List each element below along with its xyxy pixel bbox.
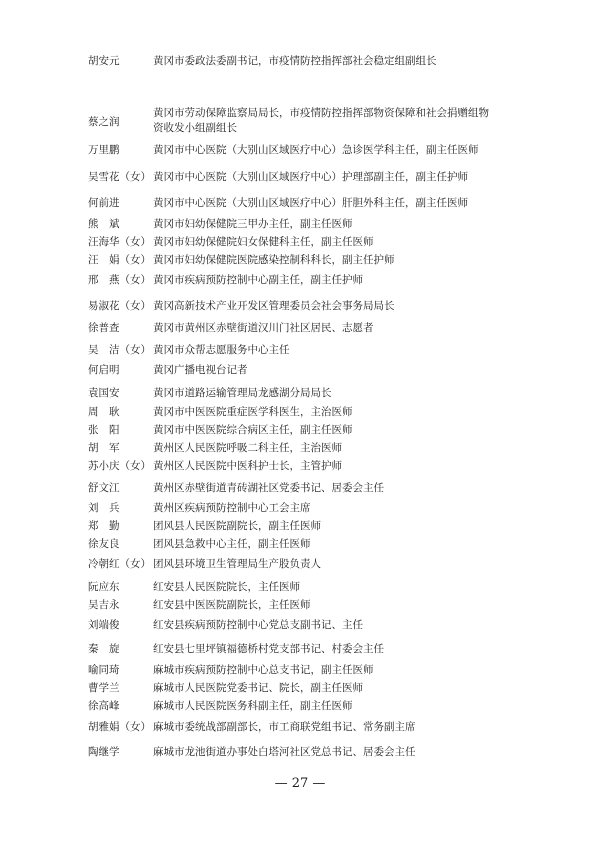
person-description: 黄冈市中医医院综合病区主任，副主任医师	[153, 424, 353, 436]
person-name: 何启明	[88, 364, 120, 376]
person-description: 黄冈市黄州区赤壁街道汉川门社区居民、志愿者	[153, 322, 374, 334]
person-description: 红安县人民医院院长，主任医师	[153, 581, 300, 593]
person-name: 邢 燕（女）	[88, 274, 151, 286]
person-name: 郑 勤	[88, 520, 120, 532]
person-name: 胡安元	[88, 55, 120, 67]
person-name: 万里鹏	[88, 144, 120, 156]
person-description: 黄州区人民医院呼吸二科主任，主治医师	[153, 442, 342, 454]
person-description: 红安县中医医院副院长，主任医师	[153, 599, 311, 611]
person-description: 黄冈市妇幼保健院妇女保健科主任，副主任医师	[153, 236, 374, 248]
person-name: 曹学兰	[88, 682, 120, 694]
person-name: 胡雅娟（女）	[88, 721, 151, 733]
person-description: 红安县七里坪镇福德桥村党支部书记、村委会主任	[153, 643, 384, 655]
person-description: 麻城市龙池街道办事处白塔河社区党总书记、居委会主任	[153, 746, 416, 758]
person-description: 黄州区疾病预防控制中心工会主席	[153, 502, 311, 514]
person-description: 黄州区赤壁街道青砖湖社区党委书记、居委会主任	[153, 482, 384, 494]
person-name: 喻同琦	[88, 664, 120, 676]
person-description: 麻城市人民医院党委书记、院长，副主任医师	[153, 682, 363, 694]
person-description: 黄冈市委政法委副书记，市疫情防控指挥部社会稳定组副组长	[153, 55, 437, 67]
person-description: 黄冈市妇幼保健院医院感染控制科科长，副主任护师	[153, 254, 395, 266]
person-description: 黄冈高新技术产业开发区管理委员会社会事务局局长	[153, 300, 395, 312]
person-name: 胡 军	[88, 442, 120, 454]
person-description: 黄冈市疾病预防控制中心副主任，副主任护师	[153, 274, 363, 286]
person-name: 熊 斌	[88, 218, 120, 230]
person-description: 黄冈市中医医院重症医学科医生，主治医师	[153, 406, 353, 418]
person-name: 阮应东	[88, 581, 120, 593]
person-name: 刘端俊	[88, 619, 120, 631]
person-description: 麻城市人民医院医务科副主任，副主任医师	[153, 700, 353, 712]
person-name: 徐高峰	[88, 700, 120, 712]
person-name: 汪 娟（女）	[88, 254, 151, 266]
person-name: 冷朝红（女）	[88, 558, 151, 570]
person-description: 黄冈市中心医院（大别山区域医疗中心）急诊医学科主任，副主任医师	[153, 144, 479, 156]
person-description: 红安县疾病预防控制中心党总支副书记、主任	[153, 619, 363, 631]
person-name: 陶继学	[88, 746, 120, 758]
person-description: 黄冈市中心医院（大别山区域医疗中心）肝胆外科主任，副主任医师	[153, 197, 468, 209]
person-name: 舒文江	[88, 482, 120, 494]
person-name: 徐友良	[88, 538, 120, 550]
person-name: 秦 旋	[88, 643, 120, 655]
person-name: 刘 兵	[88, 502, 120, 514]
person-name: 汪海华（女）	[88, 236, 151, 248]
person-description: 黄冈市众帮志愿服务中心主任	[153, 344, 290, 356]
person-name: 吴雪花（女）	[88, 171, 151, 183]
person-name: 苏小庆（女）	[88, 460, 151, 472]
person-description: 黄冈广播电视台记者	[153, 364, 248, 376]
page-number: — 27 —	[274, 776, 326, 791]
person-description: 黄冈市劳动保障监察局局长，市疫情防控指挥部物资保障和社会捐赠组物资收发小组副组长	[153, 107, 489, 134]
person-description: 麻城市疾病预防控制中心总支书记，副主任医师	[153, 664, 374, 676]
person-description: 团风县急救中心主任，副主任医师	[153, 538, 311, 550]
person-description: 黄冈市妇幼保健院三甲办主任，副主任医师	[153, 218, 353, 230]
person-name: 易淑花（女）	[88, 300, 151, 312]
person-description: 团风县环境卫生管理局生产股负责人	[153, 558, 321, 570]
person-name: 张 阳	[88, 424, 120, 436]
person-name: 何前进	[88, 197, 120, 209]
person-name: 周 耿	[88, 406, 120, 418]
person-name: 蔡之润	[88, 116, 120, 128]
person-description: 麻城市委统战部副部长，市工商联党组书记、常务副主席	[153, 721, 416, 733]
person-description: 团风县人民医院副院长，副主任医师	[153, 520, 321, 532]
person-name: 吴 洁（女）	[88, 344, 151, 356]
person-description: 黄冈市中心医院（大别山区域医疗中心）护理部副主任，副主任护师	[153, 171, 468, 183]
person-description: 黄州区人民医院中医科护士长，主管护师	[153, 460, 342, 472]
person-name: 吴吉永	[88, 599, 120, 611]
person-description: 黄冈市道路运输管理局龙感湖分局局长	[153, 387, 332, 399]
person-name: 袁国安	[88, 387, 120, 399]
person-name: 徐普查	[88, 322, 120, 334]
